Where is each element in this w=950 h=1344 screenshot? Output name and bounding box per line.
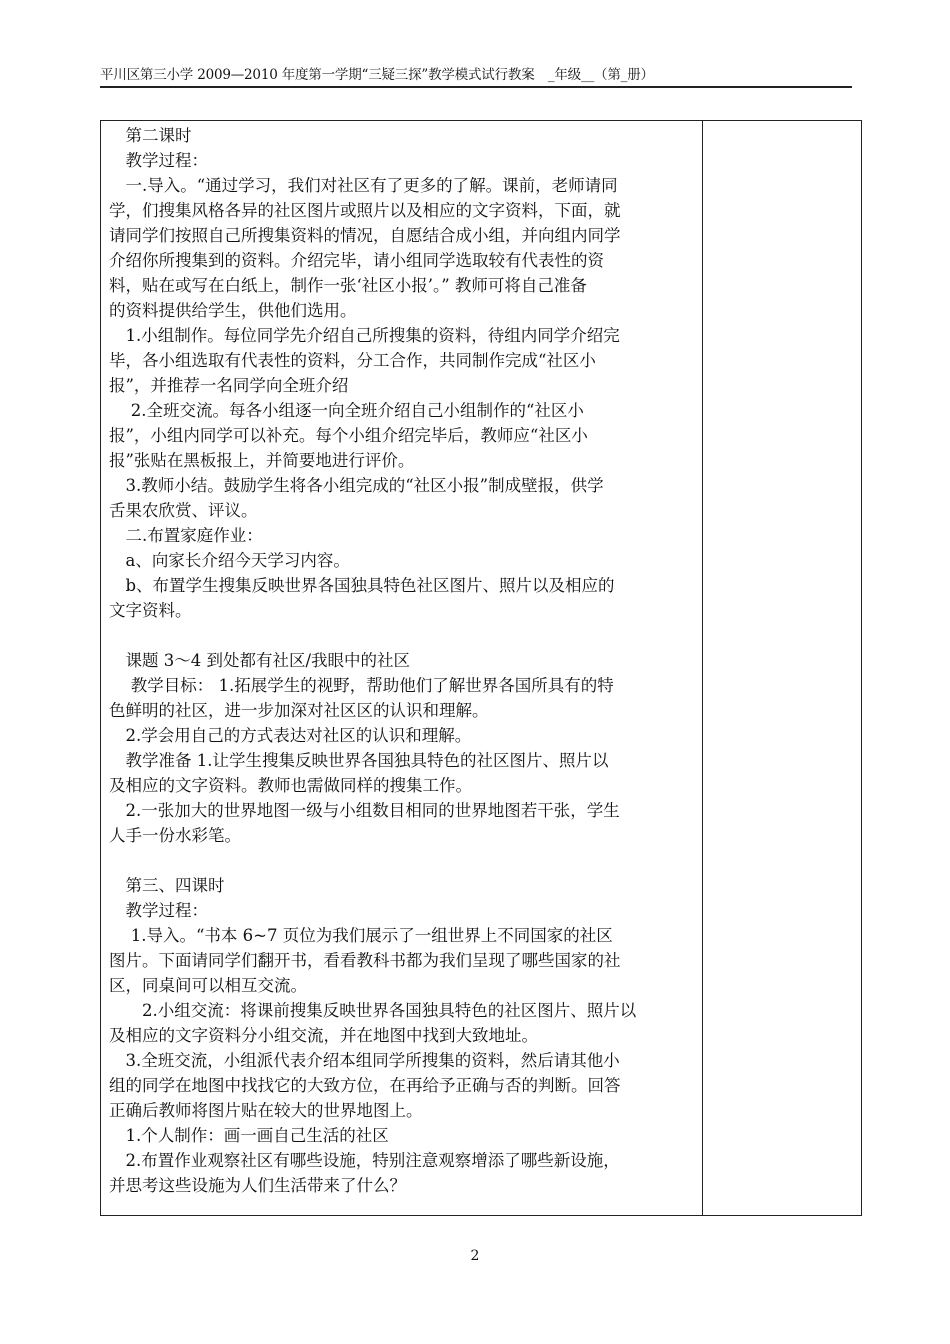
content-line: 3.全班交流，小组派代表介绍本组同学所搜集的资料，然后请其他小 [109,1051,620,1070]
content-line: 学，们搜集风格各异的社区图片或照片以及相应的文字资料，下面，就 [109,201,621,220]
content-line: 的资料提供给学生，供他们选用。 [109,301,357,320]
content-line: 3.教师小结。鼓励学生将各小组完成的“社区小报”制成壁报，供学 [109,476,604,495]
content-line: 及相应的文字资料。教师也需做同样的搜集工作。 [109,776,472,795]
blank-line [109,848,699,873]
content-line: 料，贴在或写在白纸上，制作一张‘社区小报’。” 教师可将自己准备 [109,276,587,295]
content-line: 毕，各小组选取有代表性的资料，分工合作，共同制作完成“社区小 [109,351,596,370]
content-line: 报”，小组内同学可以补充。每个小组介绍完毕后，教师应“社区小 [109,426,588,445]
content-line: 第二课时 [109,126,192,145]
header-rule [100,86,852,88]
content-line: 报”，并推荐一名同学向全班介绍 [109,376,349,395]
content-line: 教学过程： [109,151,208,170]
content-line: 教学目标： 1.拓展学生的视野，帮助他们了解世界各国所具有的特 [109,676,614,695]
content-line: 人手一份水彩笔。 [109,826,241,845]
content-line: b、布置学生搜集反映世界各国独具特色社区图片、照片以及相应的 [109,576,615,595]
content-line: 一.导入。“通过学习，我们对社区有了更多的了解。课前，老师请同 [109,176,618,195]
content-line: 二.布置家庭作业： [109,526,263,545]
notes-cell [704,121,862,1215]
content-line: 2.一张加大的世界地图一级与小组数目相同的世界地图若干张，学生 [109,801,620,820]
content-line: 1.个人制作：画一画自己生活的社区 [109,1126,389,1145]
content-line: 2.布置作业观察社区有哪些设施，特别注意观察增添了哪些新设施， [109,1151,620,1170]
content-line: 第三、四课时 [109,876,225,895]
content-line: 2.小组交流：将课前搜集反映世界各国独具特色的社区图片、照片以 [109,1001,637,1020]
lesson-plan-table [100,120,862,1216]
content-line: 请同学们按照自己所搜集资料的情况，自愿结合成小组，并向组内同学 [109,226,621,245]
content-line: 及相应的文字资料分小组交流，并在地图中找到大致地址。 [109,1026,538,1045]
content-line: 图片。下面请同学们翻开书，看看教科书都为我们呈现了哪些国家的社 [109,951,621,970]
page-header: 平川区第三小学 2009—2010 年度第一学期“三疑三探”教学模式试行教案 _年级__（第_册） [100,67,654,83]
content-line: 色鲜明的社区，进一步加深对社区区的认识和理解。 [109,701,489,720]
content-line: 教学过程： [109,901,208,920]
content-line: 舌果农欣赏、评议。 [109,501,258,520]
content-line: 正确后教师将图片贴在较大的世界地图上。 [109,1101,423,1120]
content-line: 组的同学在地图中找找它的大致方位，在再给予正确与否的判断。回答 [109,1076,621,1095]
column-divider [702,121,703,1215]
content-line: 并思考这些设施为人们生活带来了什么？ [109,1176,406,1195]
content-line: 文字资料。 [109,601,192,620]
content-line: 1.小组制作。每位同学先介绍自己所搜集的资料，待组内同学介绍完 [109,326,620,345]
content-line: 介绍你所搜集到的资料。介绍完毕，请小组同学选取较有代表性的资 [109,251,604,270]
content-line: 课题 3～4 到处都有社区/我眼中的社区 [109,651,411,670]
page-number: 2 [470,1248,480,1264]
content-line: 报”张贴在黑板报上，并简要地进行评价。 [109,451,415,470]
content-line: 2.全班交流。每各小组逐一向全班介绍自己小组制作的“社区小 [109,401,584,420]
content-line: 1.导入。“书本 6~7 页位为我们展示了一组世界上不同国家的社区 [109,926,613,945]
content-line: a、向家长介绍今天学习内容。 [109,551,350,570]
blank-line [109,623,699,648]
lesson-content-cell [109,123,699,1198]
content-line: 教学准备 1.让学生搜集反映世界各国独具特色的社区图片、照片以 [109,751,609,770]
content-line: 2.学会用自己的方式表达对社区的认识和理解。 [109,726,472,745]
content-line: 区，同桌间可以相互交流。 [109,976,307,995]
